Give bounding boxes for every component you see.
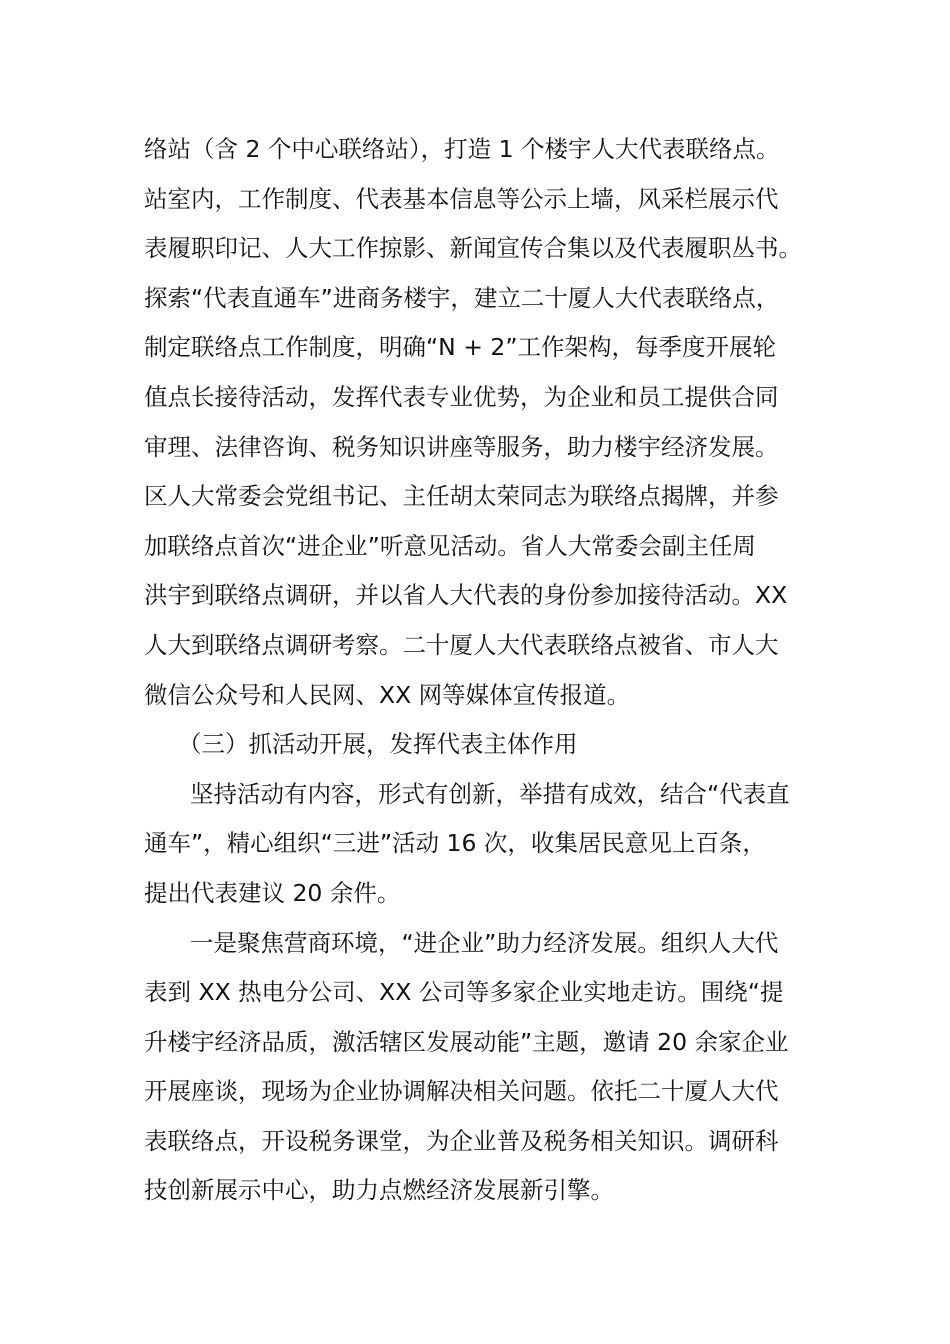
text-line: 表到 XX 热电分公司、XX 公司等多家企业实地走访。围绕“提 xyxy=(144,978,784,1007)
text-line: 开展座谈，现场为企业协调解决相关问题。依托二十厦人大代 xyxy=(144,1077,779,1106)
paragraph-first-line: 一是聚焦营商环境，“进企业”助力经济发展。组织人大代 xyxy=(190,928,779,957)
text-line: 微信公众号和人民网、XX 网等媒体宣传报道。 xyxy=(144,680,631,709)
text-line: 技创新展示中心，助力点燃经济发展新引擎。 xyxy=(144,1176,614,1205)
text-line: 提出代表建议 20 余件。 xyxy=(144,878,401,907)
paragraph-first-line: 坚持活动有内容，形式有创新，举措有成效，结合“代表直 xyxy=(190,779,790,808)
text-line: 表履职印记、人大工作掠影、新闻宣传合集以及代表履职丛书。 xyxy=(144,234,802,263)
text-line: 人大到联络点调研考察。二十厦人大代表联络点被省、市人大 xyxy=(144,630,779,659)
text-line: 洪宇到联络点调研，并以省人大代表的身份参加接待活动。XX xyxy=(144,581,788,610)
text-line: 审理、法律咨询、税务知识讲座等服务，助力楼宇经济发展。 xyxy=(144,432,779,461)
document-body xyxy=(144,125,824,1216)
text-line: 加联络点首次“进企业”听意见活动。省人大常委会副主任周 xyxy=(144,531,756,560)
text-line: 制定联络点工作制度，明确“N + 2”工作架构，每季度开展轮 xyxy=(144,333,777,362)
section-heading: （三）抓活动开展，发挥代表主体作用 xyxy=(178,730,578,759)
text-line: 升楼宇经济品质，激活辖区发展动能”主题，邀请 20 余家企业 xyxy=(144,1027,789,1056)
text-line: 站室内，工作制度、代表基本信息等公示上墙，风采栏展示代 xyxy=(144,184,779,213)
text-line: 通车”，精心组织“三进”活动 16 次，收集居民意见上百条， xyxy=(144,829,766,858)
text-line: 探索“代表直通车”进商务楼宇，建立二十厦人大代表联络点， xyxy=(144,283,780,312)
text-line: 络站（含 2 个中心联络站），打造 1 个楼宇人大代表联络点。 xyxy=(144,135,780,163)
text-line: 值点长接待活动，发挥代表专业优势，为企业和员工提供合同 xyxy=(144,382,779,411)
text-line: 表联络点，开设税务课堂，为企业普及税务相关知识。调研科 xyxy=(144,1126,779,1155)
text-line: 区人大常委会党组书记、主任胡太荣同志为联络点揭牌，并参 xyxy=(144,482,779,511)
